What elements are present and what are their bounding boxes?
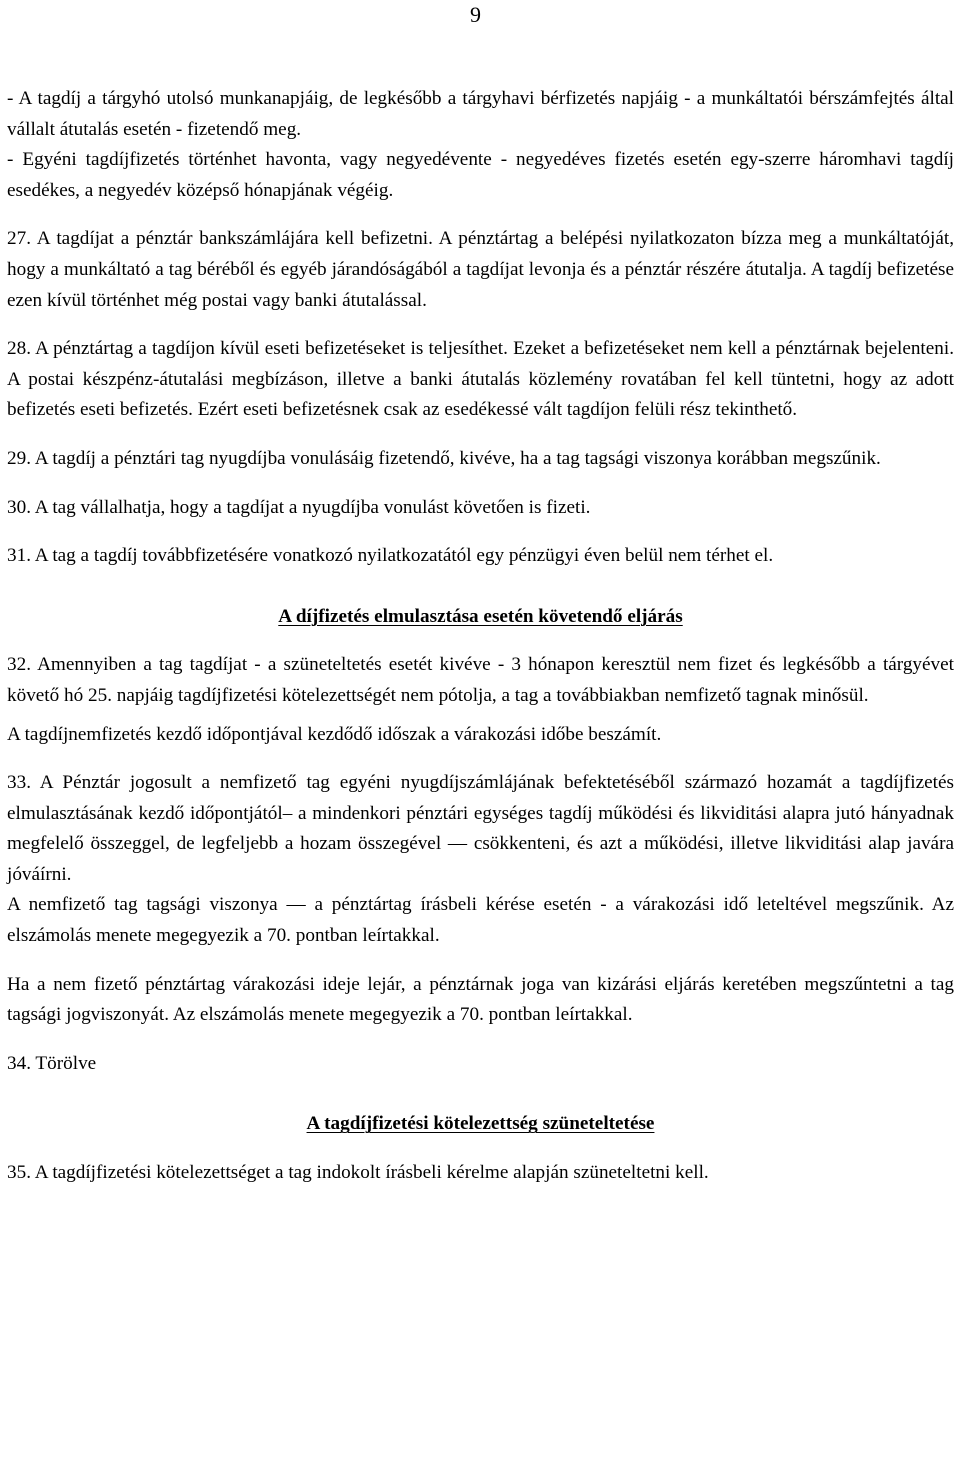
paragraph-28: 28. A pénztártag a tagdíjon kívül eseti befizetéseket is teljesíthet. Ezeket a befizetéseket nem kell a pénztárnak bejelenteni. A postai készpénz-átutalási megbízáson, illetve a banki átutalás közlemény rovatában fel kell tüntetni, hogy az adott befizetés eseti befizetés. Ezért eseti befizetésnek csak az esedékessé vált tagdíjon felüli rész tekinthető. xyxy=(7,338,954,421)
paragraph-33-tagsagi-viszony: A nemfizető tag tagsági viszonya — a pénztártag írásbeli kérése esetén - a várakozási idő leteltével megszűnik. Az elszámolás menete megegyezik a 70. pontban leírtakkal. xyxy=(7,894,954,947)
paragraph-35: 35. A tagdíjfizetési kötelezettséget a tag indokolt írásbeli kérelme alapján szüneteltetni kell. xyxy=(7,1162,709,1184)
paragraph-27: 27. A tagdíjat a pénztár bankszámlájára kell befizetni. A pénztártag a belépési nyilatkozaton bízza meg a munkáltatóját, hogy a munkáltató a tag béréből és egyéb járandóságából a tagdíjat levonja és a pénztár részére átutalja. A tagdíj befizetése ezen kívül történhet még postai vagy banki átutalással. xyxy=(7,228,954,311)
paragraph-32: 32. Amennyiben a tag tagdíjat - a szüneteltetés esetét kivéve - 3 hónapon keresztül nem fizet és legkésőbb a tárgyévet követő hó 25. napjáig tagdíjfizetési kötelezettségét nem pótolja, a tag a továbbiakban nemfizető tagnak minősül. xyxy=(7,654,954,706)
page-number: 9 xyxy=(470,2,481,27)
paragraph-33: 33. A Pénztár jogosult a nemfizető tag egyéni nyugdíjszámlájának befektetéséből származó hozamát a tagdíjfizetés elmulasztásának kezdő időpontjától– a mindenkori pénztári egységes tagdíj működési és likviditási alapra jutó hányadnak megfelelő összeggel, de legfeljebb a hozam összegével — csökkenteni, és azt a működési, illetve likviditási alap javára jóváírni. xyxy=(7,772,954,885)
paragraph-31: 31. A tag a tagdíj továbbfizetésére vonatkozó nyilatkozatától egy pénzügyi éven belül nem térhet el. xyxy=(7,545,774,567)
paragraph-tagdij-hatarido: - A tagdíj a tárgyhó utolsó munkanapjáig, de legkésőbb a tárgyhavi bérfizetés napjáig - a munkáltatói bérszámfejtés által vállalt átutalás esetén - fizetendő meg. xyxy=(7,88,954,140)
paragraph-egyeni-tagdijfizetes: - Egyéni tagdíjfizetés történhet havonta, vagy negyedévente - negyedéves fizetés esetén egy-szerre háromhavi tagdíj esedékes, a negyedév középső hónapjának végéig. xyxy=(7,149,954,201)
section-heading-szuneteltetes: A tagdíjfizetési kötelezettség szüneteltetése xyxy=(306,1113,655,1135)
paragraph-29: 29. A tagdíj a pénztári tag nyugdíjba vonulásáig fizetendő, kivéve, ha a tag tagsági viszonya korábban megszűnik. xyxy=(7,447,881,469)
paragraph-33-kizarasi-eljaras: Ha a nem fizető pénztártag várakozási ideje lejár, a pénztárnak joga van kizárási eljárás keretében megszűntetni a tag tagsági jogviszonyát. Az elszámolás menete megegyezik a 70. pontban leírtakkal. xyxy=(7,973,954,1026)
document-body xyxy=(7,84,954,1189)
section-heading-dijfizetes-elmulasztasa: A díjfizetés elmulasztása esetén követendő eljárás xyxy=(278,605,683,627)
paragraph-32-varakozasi-ido: A tagdíjnemfizetés kezdő időpontjával kezdődő időszak a várakozási időbe beszámít. xyxy=(7,723,662,745)
paragraph-34: 34. Törölve xyxy=(7,1052,97,1074)
paragraph-30: 30. A tag vállalhatja, hogy a tagdíjat a nyugdíjba vonulást követően is fizeti. xyxy=(7,496,591,518)
